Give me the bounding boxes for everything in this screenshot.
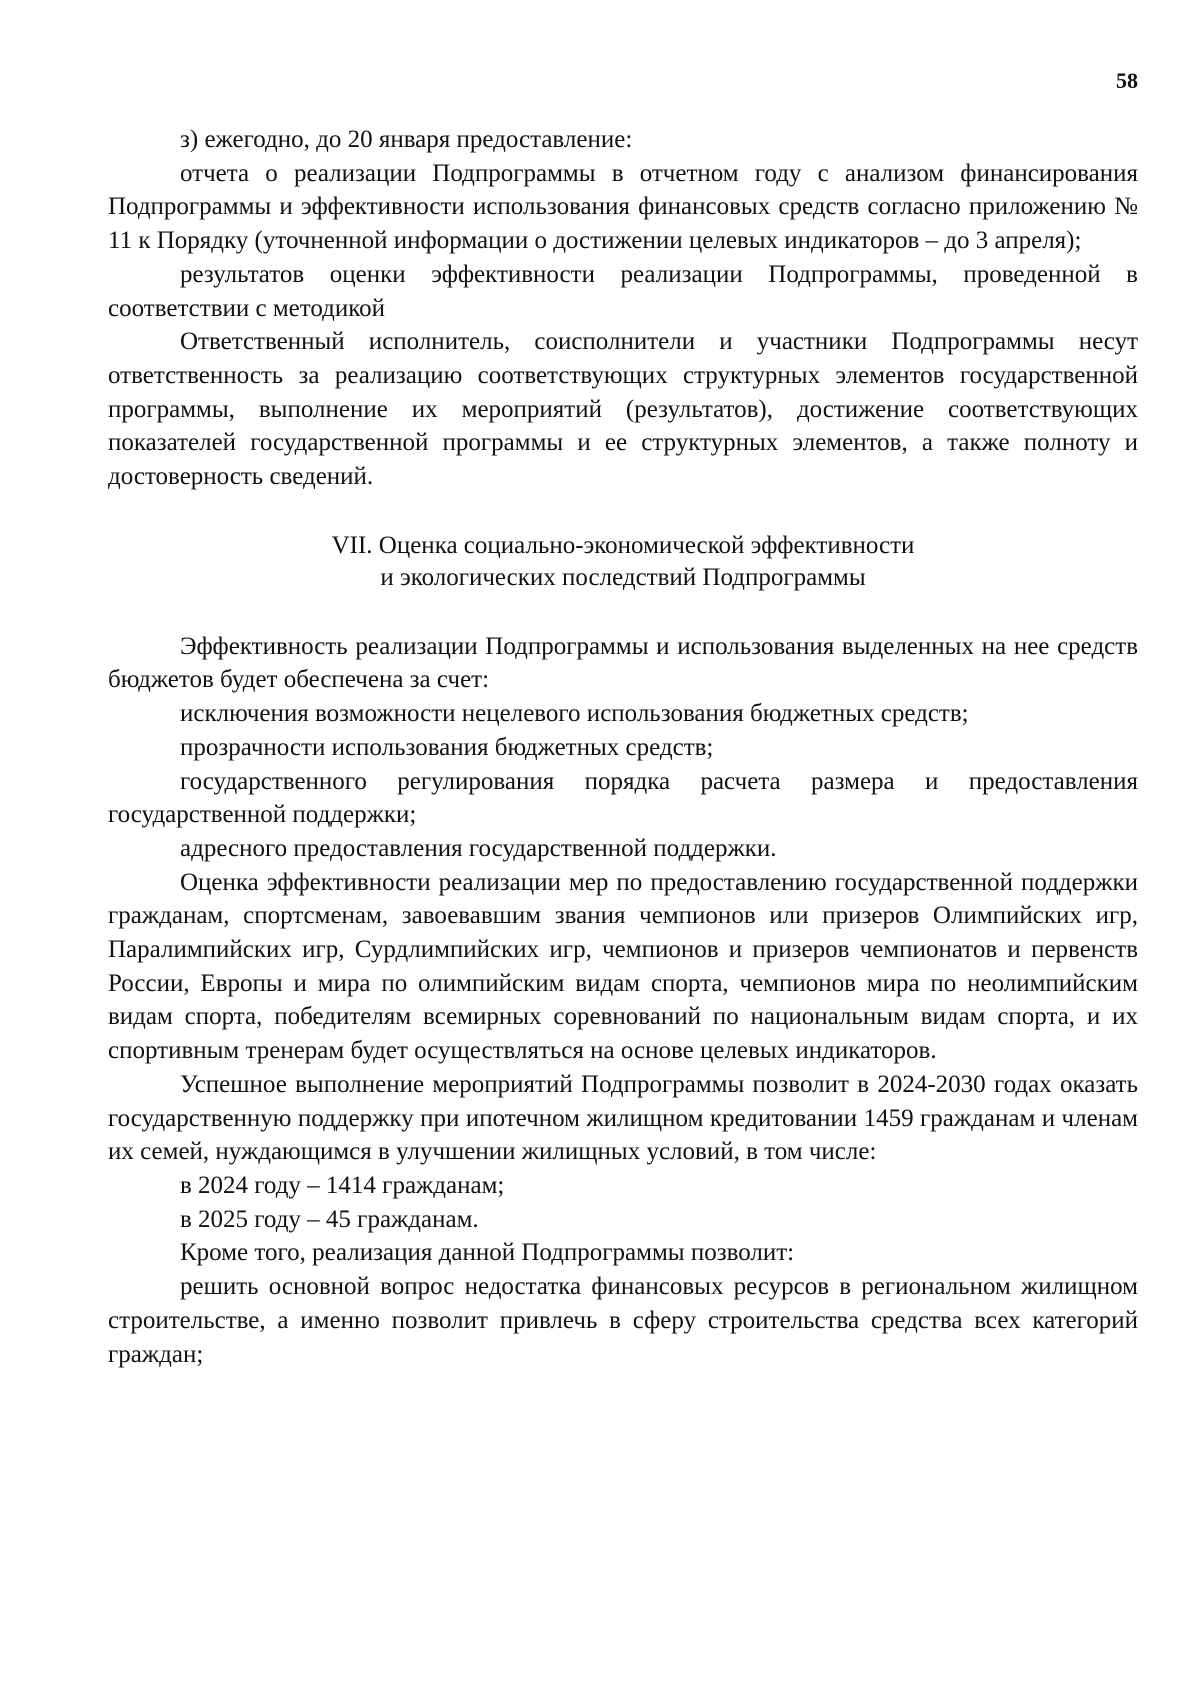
list-item-resources: решить основной вопрос недостатка финансовых ресурсов в региональном жилищном строительстве, а именно позволит привлечь в сферу строительства средства всех категорий граждан; (108, 1273, 1138, 1368)
list-item-targeted-support: адресного предоставления государственной поддержки. (180, 834, 777, 862)
list-item-misuse: исключения возможности нецелевого использования бюджетных средств; (180, 700, 969, 728)
paragraph-deadline: з) ежегодно, до 20 января предоставление: (180, 126, 633, 153)
document-body (108, 123, 1138, 1371)
paragraph-evaluation-results: результатов оценки эффективности реализации Подпрограммы, проведенной в соответствии с методикой (108, 260, 1138, 322)
section-heading-line-2: и экологических последствий Подпрограммы (380, 563, 866, 591)
section-heading-line-1: VII. Оценка социально-экономической эффективности (331, 531, 915, 559)
list-item-regulation: государственного регулирования порядка расчета размера и предоставления государственной поддержки; (108, 767, 1138, 829)
paragraph-responsibility: Ответственный исполнитель, соисполнители и участники Подпрограммы несут ответственность за реализацию соответствующих структурных элементов государственной программы, выполнение их мероприятий (результатов), достижение соответствующих показателей государственной программы и ее структурных элементов, а также полноту и достоверность сведений. (108, 328, 1138, 491)
section-heading (108, 530, 1138, 594)
paragraph-report: отчета о реализации Подпрограммы в отчетном году с анализом финансирования Подпрограммы и эффективности использования финансовых средств согласно приложению № 11 к Порядку (уточненной информации о достижении целевых индикаторов – до 3 апреля); (108, 159, 1138, 255)
list-item-2025: в 2025 году – 45 гражданам. (180, 1205, 479, 1233)
page-number: 58 (1116, 68, 1138, 93)
paragraph-support-evaluation: Оценка эффективности реализации мер по предоставлению государственной поддержки гражданам, спортсменам, завоевавшим звания чемпионов или призеров Олимпийских игр, Паралимпийских игр, Сурдлимпийских игр, чемпионов и призеров чемпионатов и первенств России, Европы и мира по олимпийским видам спорта, чемпионов мира по неолимпийским видам спорта, победителям всемирных соревнований по национальным видам спорта, и их спортивным тренерам будет осуществляться на основе целевых индикаторов. (108, 868, 1138, 1065)
list-item-2024: в 2024 году – 1414 гражданам; (180, 1171, 505, 1199)
paragraph-additionally: Кроме того, реализация данной Подпрограммы позволит: (180, 1239, 795, 1267)
paragraph-successful-implementation: Успешное выполнение мероприятий Подпрограммы позволит в 2024-2030 годах оказать государственную поддержку при ипотечном жилищном кредитовании 1459 гражданам и членам их семей, нуждающимся в улучшении жилищных условий, в том числе: (108, 1070, 1138, 1166)
paragraph-efficiency: Эффективность реализации Подпрограммы и использования выделенных на нее средств бюджетов будет обеспечена за счет: (108, 632, 1138, 694)
list-item-transparency: прозрачности использования бюджетных средств; (180, 733, 714, 761)
